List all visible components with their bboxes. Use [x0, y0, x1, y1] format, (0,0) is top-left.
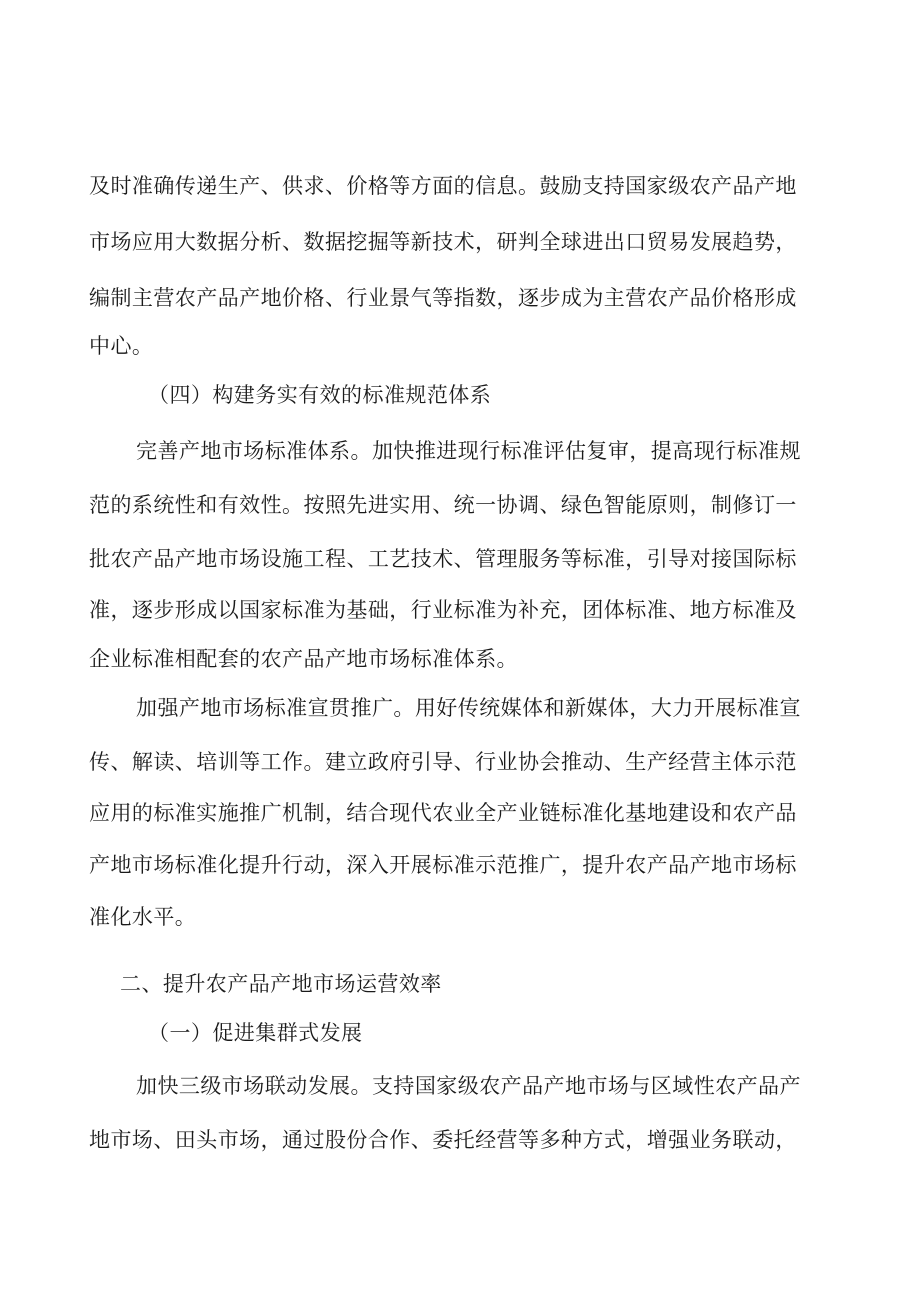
- text-line: 企业标准相配套的农产品产地市场标准体系。: [89, 647, 518, 671]
- text-line: 准化水平。: [89, 905, 197, 929]
- text-line: 及时准确传递生产、供求、价格等方面的信息。鼓励支持国家级农产品产地: [89, 174, 797, 198]
- section-heading-2: 二、提升农产品产地市场运营效率: [120, 972, 442, 996]
- text-line: 批农产品产地市场设施工程、工艺技术、管理服务等标准，引导对接国际标: [89, 547, 797, 571]
- text-line: 地市场、田头市场，通过股份合作、委托经营等多种方式，增强业务联动，: [89, 1128, 797, 1152]
- text-line: 编制主营农产品产地价格、行业景气等指数，逐步成为主营农产品价格形成: [89, 286, 797, 310]
- text-line: 加快三级市场联动发展。支持国家级农产品产地市场与区域性农产品产: [136, 1074, 801, 1098]
- text-line: 准，逐步形成以国家标准为基础，行业标准为补充，团体标准、地方标准及: [89, 598, 797, 622]
- subsection-heading-1: （一）促进集群式发展: [148, 1021, 363, 1045]
- text-line: 范的系统性和有效性。按照先进实用、统一协调、绿色智能原则，制修订一: [89, 493, 797, 517]
- text-line: 传、解读、培训等工作。建立政府引导、行业协会推动、生产经营主体示范: [89, 750, 797, 774]
- text-line: 加强产地市场标准宣贯推广。用好传统媒体和新媒体，大力开展标准宣: [136, 696, 801, 720]
- text-line: 完善产地市场标准体系。加快推进现行标准评估复审，提高现行标准规: [136, 439, 801, 463]
- text-line: 市场应用大数据分析、数据挖掘等新技术，研判全球进出口贸易发展趋势，: [89, 230, 797, 254]
- text-line: 产地市场标准化提升行动，深入开展标准示范推广，提升农产品产地市场标: [89, 853, 797, 877]
- text-line: 应用的标准实施推广机制，结合现代农业全产业链标准化基地建设和农产品: [89, 801, 797, 825]
- text-line: 中心。: [89, 334, 154, 358]
- subsection-heading-4: （四）构建务实有效的标准规范体系: [148, 383, 492, 407]
